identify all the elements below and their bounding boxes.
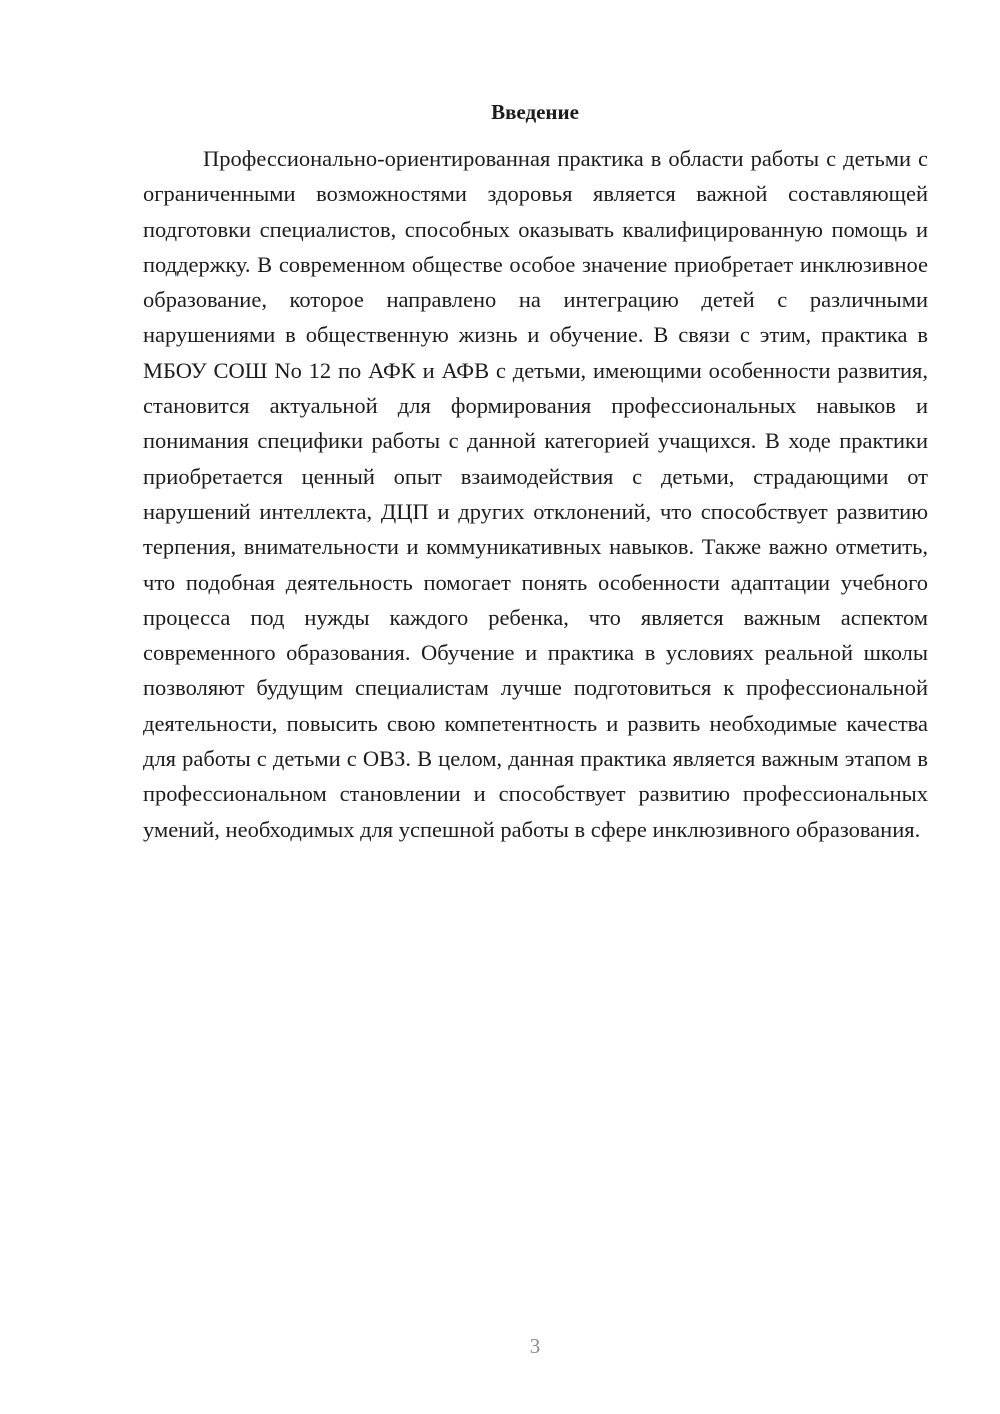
intro-paragraph: Профессионально-ориентированная практика в области работы с детьми с ограниченными возможностями здоровья является важной составляющей подготовки специалистов, способных оказывать квалифицированную помощь и поддержку. В современном обществе особое значение приобретает инклюзивное образование, которое направлено на интеграцию детей с различными нарушениями в общественную жизнь и обучение. В связи с этим, практика в МБОУ СОШ No 12 по АФК и АФВ с детьми, имеющими особенности развития, становится актуальной для формирования профессиональных навыков и понимания специфики работы с данной категорией учащихся. В ходе практики приобретается ценный опыт взаимодействия с детьми, страдающими от нарушений интеллекта, ДЦП и других отклонений, что способствует развитию терпения, внимательности и коммуникативных навыков. Также важно отметить, что подобная деятельность помогает понять особенности адаптации учебного процесса под нужды каждого ребенка, что является важным аспектом современного образования. Обучение и практика в условиях реальной школы позволяют будущим специалистам лучше подготовиться к профессиональной деятельности, повысить свою компетентность и развить необходимые качества для работы с детьми с ОВЗ. В целом, данная практика является важным этапом в профессиональном становлении и способствует развитию профессиональных умений, необходимых для успешной работы в сфере инклюзивного образования.: [143, 146, 928, 842]
section-title: Введение: [491, 100, 579, 124]
page-number: 3: [529, 1334, 541, 1358]
